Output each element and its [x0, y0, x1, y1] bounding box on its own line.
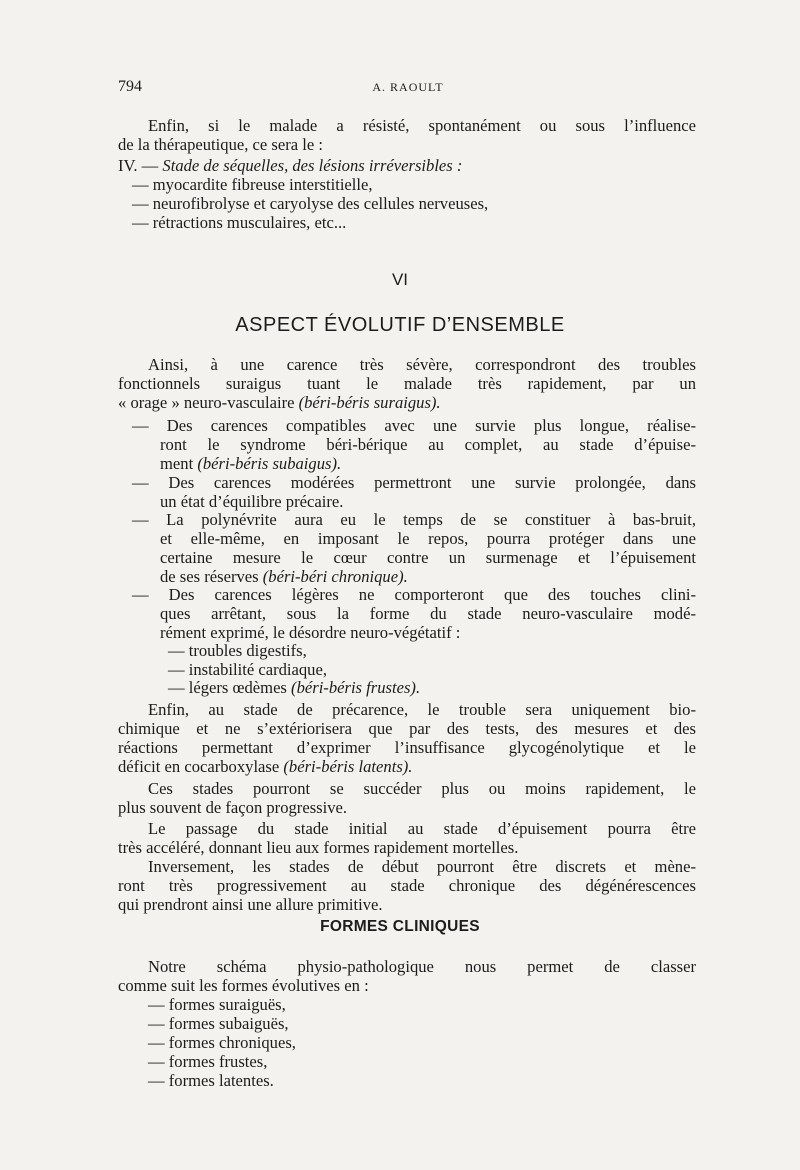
stage-prefix: IV. —: [118, 156, 163, 175]
text-span: — légers œdèmes: [168, 678, 292, 697]
subsection-title: FORMES CLINIQUES: [320, 918, 480, 935]
italic-term: (béri-béris frustes).: [291, 678, 421, 697]
italic-term: (béri-béris subaigus).: [197, 454, 342, 473]
list-item: — rétractions musculaires, etc...: [132, 213, 347, 232]
list-item: — formes chroniques,: [148, 1033, 296, 1052]
text-span: déficit en cocarboxylase: [118, 757, 284, 776]
italic-term: (béri-béri chronique).: [262, 567, 408, 586]
text-line: Ainsi, à une carence très sévère, correspondront des troubles: [148, 355, 696, 374]
list-item: — myocardite fibreuse interstitielle,: [132, 175, 373, 194]
text-span: de ses réserves: [160, 567, 263, 586]
text-line: Inversement, les stades de début pourront être discrets et mène-: [148, 857, 696, 876]
running-author: A. RAOULT: [372, 80, 444, 94]
text-span: « orage » neuro-vasculaire: [118, 393, 299, 412]
text-line: et elle-même, en imposant le repos, pourra protéger dans une: [160, 529, 696, 548]
text-line: certaine mesure le cœur contre un surmenage et l’épuisement: [160, 548, 696, 567]
italic-term: (béri-béris suraigus).: [298, 393, 441, 412]
text-line: chimique et ne s’extériorisera que par des tests, des mesures et des: [118, 719, 696, 738]
list-item: — formes frustes,: [148, 1052, 268, 1071]
text-line: [118, 393, 696, 412]
text-line: Notre schéma physio-pathologique nous permet de classer: [148, 957, 696, 976]
text-line: — Des carences légères ne comporteront que des touches clini-: [132, 585, 696, 604]
stage-title: Stade de séquelles, des lésions irréversibles :: [162, 156, 463, 175]
list-item: [168, 678, 420, 697]
text-line: Ces stades pourront se succéder plus ou moins rapidement, le: [148, 779, 696, 798]
text-line: ront le syndrome béri-bérique au complet, au stade d’épuise-: [160, 435, 696, 454]
text-line: fonctionnels suraigus tuant le malade très rapidement, par un: [118, 374, 696, 393]
list-item: — troubles digestifs,: [168, 641, 307, 660]
list-item: — formes suraiguës,: [148, 995, 286, 1014]
list-item: — neurofibrolyse et caryolyse des cellules nerveuses,: [132, 194, 489, 213]
text-line: — Des carences modérées permettront une survie prolongée, dans: [132, 473, 696, 492]
section-number: VI: [391, 270, 409, 289]
text-line: plus souvent de façon progressive.: [118, 798, 348, 817]
text-line: Enfin, si le malade a résisté, spontanément ou sous l’influence: [148, 116, 696, 135]
list-item: — formes latentes.: [148, 1071, 274, 1090]
stage-heading: [118, 156, 696, 175]
page-number: 794: [118, 78, 142, 95]
text-span: ment: [160, 454, 198, 473]
text-line: [160, 567, 696, 586]
text-line: rément exprimé, le désordre neuro-végétatif :: [160, 623, 461, 642]
text-line: — La polynévrite aura eu le temps de se constituer à bas-bruit,: [132, 510, 696, 529]
text-line: Enfin, au stade de précarence, le trouble sera uniquement bio-: [148, 700, 696, 719]
text-line: — Des carences compatibles avec une survie plus longue, réalise-: [132, 416, 696, 435]
list-item: — formes subaiguës,: [148, 1014, 289, 1033]
list-item: — instabilité cardiaque,: [168, 660, 327, 679]
text-line: un état d’équilibre précaire.: [160, 492, 344, 511]
text-line: réactions permettant d’exprimer l’insuffisance glycogénolytique et le: [118, 738, 696, 757]
text-line: comme suit les formes évolutives en :: [118, 976, 369, 995]
text-line: [118, 757, 696, 776]
text-line: Le passage du stade initial au stade d’épuisement pourra être: [148, 819, 696, 838]
italic-term: (béri-béris latents).: [283, 757, 413, 776]
text-line: qui prendront ainsi une allure primitive.: [118, 895, 383, 914]
running-header: [118, 78, 698, 98]
text-line: [160, 454, 696, 473]
text-line: ront très progressivement au stade chronique des dégénérescences: [118, 876, 696, 895]
text-line: ques arrêtant, sous la forme du stade neuro-vasculaire modé-: [160, 604, 696, 623]
text-line: de la thérapeutique, ce sera le :: [118, 135, 324, 154]
section-title: ASPECT ÉVOLUTIF D’ENSEMBLE: [235, 314, 565, 336]
text-line: très accéléré, donnant lieu aux formes rapidement mortelles.: [118, 838, 519, 857]
